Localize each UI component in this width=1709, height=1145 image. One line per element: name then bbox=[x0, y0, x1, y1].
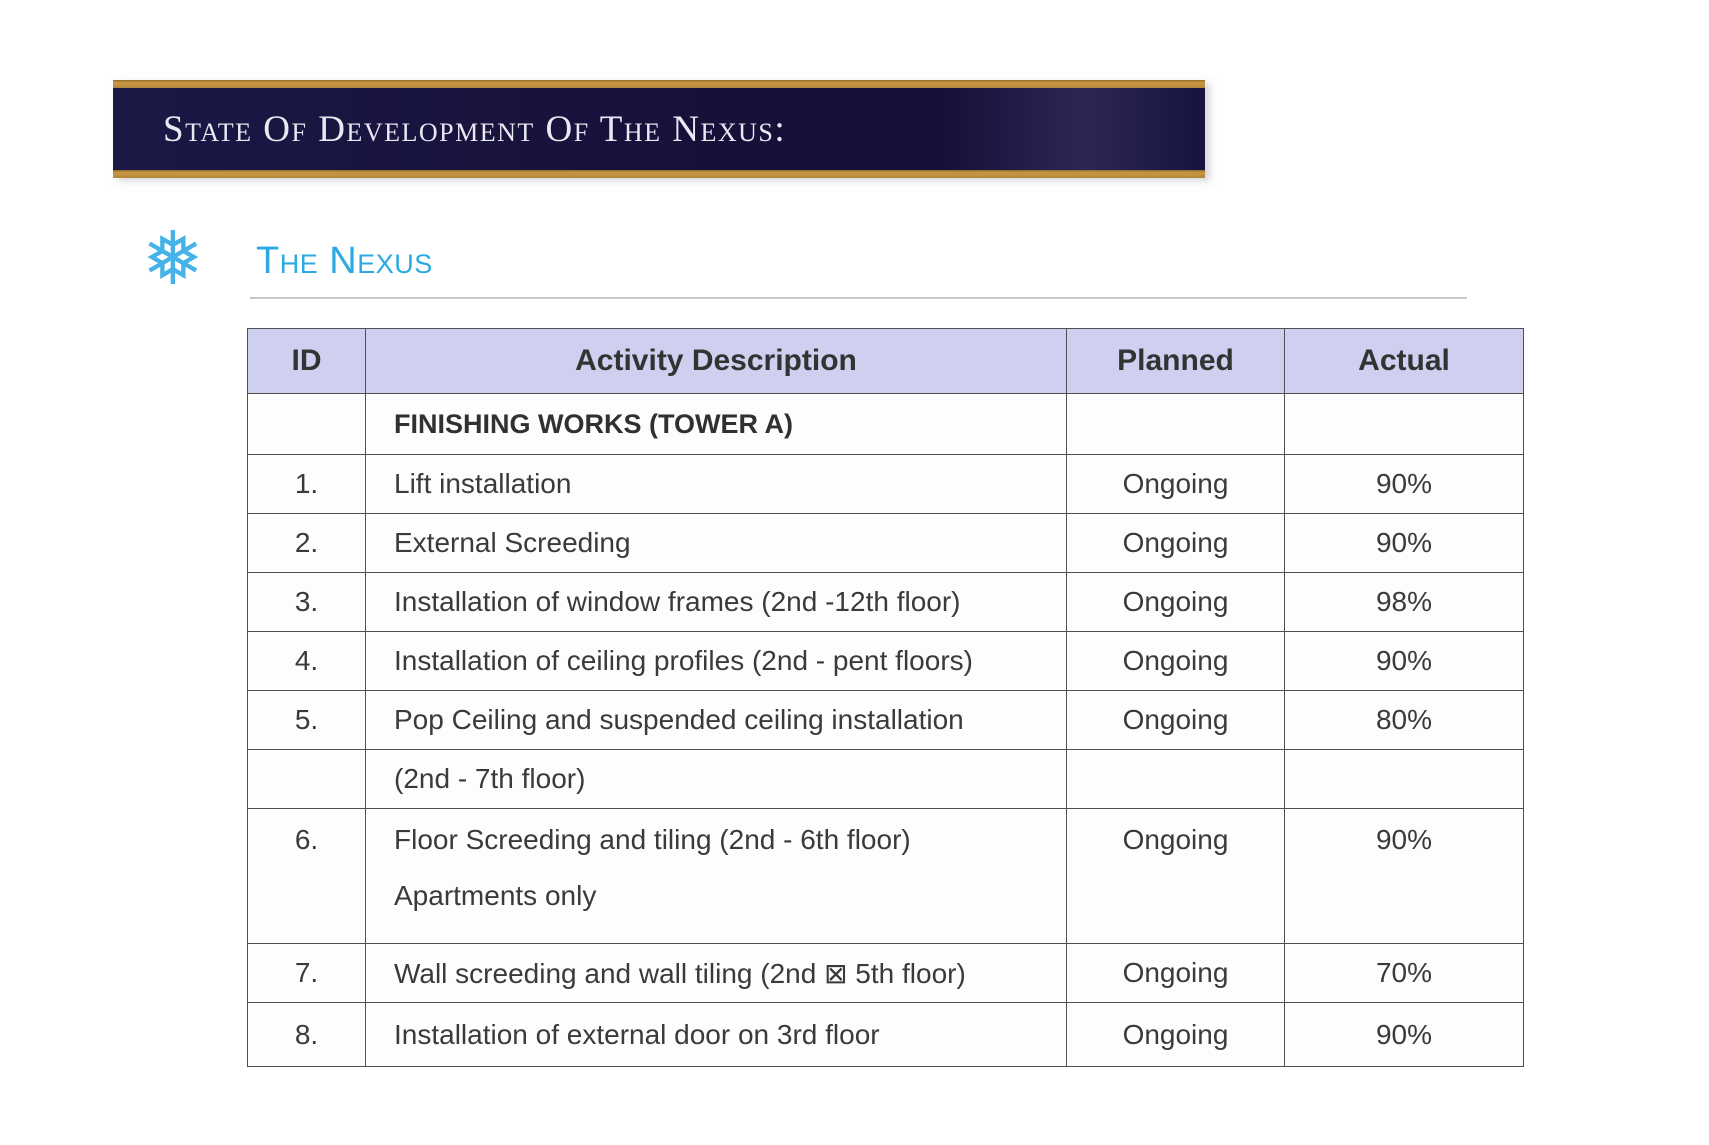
cell-id: 5. bbox=[248, 691, 366, 750]
cell-planned: Ongoing bbox=[1067, 1003, 1285, 1067]
cell-activity: Installation of window frames (2nd -12th floor) bbox=[366, 573, 1067, 632]
cell-planned: Ongoing bbox=[1067, 455, 1285, 514]
cell-activity bbox=[366, 809, 1067, 944]
cell-planned: Ongoing bbox=[1067, 809, 1285, 944]
cell-id bbox=[248, 394, 366, 455]
col-header-planned: Planned bbox=[1067, 329, 1285, 394]
cell-activity: Lift installation bbox=[366, 455, 1067, 514]
cell-actual bbox=[1285, 394, 1524, 455]
cell-activity: Pop Ceiling and suspended ceiling installation bbox=[366, 691, 1067, 750]
table-row bbox=[248, 573, 1524, 632]
activity-line-1: Floor Screeding and tiling (2nd - 6th floor) bbox=[394, 824, 911, 855]
cell-planned: Ongoing bbox=[1067, 573, 1285, 632]
table-row bbox=[248, 809, 1524, 944]
table-row bbox=[248, 514, 1524, 573]
col-header-activity: Activity Description bbox=[366, 329, 1067, 394]
banner-gold-strip-bottom bbox=[113, 170, 1205, 178]
table-row bbox=[248, 691, 1524, 750]
cell-actual: 90% bbox=[1285, 809, 1524, 944]
col-header-actual: Actual bbox=[1285, 329, 1524, 394]
table-row bbox=[248, 1003, 1524, 1067]
cell-id: 7. bbox=[248, 944, 366, 1003]
cell-id: 4. bbox=[248, 632, 366, 691]
banner-gold-strip-top bbox=[113, 80, 1205, 88]
cell-activity: Installation of ceiling profiles (2nd - pent floors) bbox=[366, 632, 1067, 691]
cell-planned: Ongoing bbox=[1067, 691, 1285, 750]
development-status-table bbox=[247, 328, 1524, 1067]
cell-activity: Wall screeding and wall tiling (2nd ⊠ 5th floor) bbox=[366, 944, 1067, 1003]
activity-line-2: Apartments only bbox=[394, 880, 597, 911]
table-row-section bbox=[248, 394, 1524, 455]
table-row bbox=[248, 632, 1524, 691]
cell-actual: 90% bbox=[1285, 455, 1524, 514]
cell-activity: Installation of external door on 3rd floor bbox=[366, 1003, 1067, 1067]
col-header-id: ID bbox=[248, 329, 366, 394]
cell-actual: 90% bbox=[1285, 514, 1524, 573]
cell-planned: Ongoing bbox=[1067, 514, 1285, 573]
cell-id: 3. bbox=[248, 573, 366, 632]
slide-title: State Of Development Of The Nexus: bbox=[163, 108, 787, 150]
cell-activity: External Screeding bbox=[366, 514, 1067, 573]
banner-navy-bar bbox=[113, 88, 1205, 170]
cell-actual: 80% bbox=[1285, 691, 1524, 750]
cell-activity: (2nd - 7th floor) bbox=[366, 750, 1067, 809]
heading-divider bbox=[250, 297, 1467, 299]
cell-id bbox=[248, 750, 366, 809]
cell-planned: Ongoing bbox=[1067, 632, 1285, 691]
cell-id: 8. bbox=[248, 1003, 366, 1067]
cell-actual: 90% bbox=[1285, 632, 1524, 691]
snowflake-icon: ❅ bbox=[142, 216, 205, 302]
cell-actual bbox=[1285, 750, 1524, 809]
cell-id: 1. bbox=[248, 455, 366, 514]
cell-actual: 70% bbox=[1285, 944, 1524, 1003]
title-banner bbox=[113, 80, 1205, 178]
cell-planned bbox=[1067, 394, 1285, 455]
table-row bbox=[248, 455, 1524, 514]
cell-id: 6. bbox=[248, 809, 366, 944]
cell-actual: 98% bbox=[1285, 573, 1524, 632]
cell-planned bbox=[1067, 750, 1285, 809]
cell-activity: FINISHING WORKS (TOWER A) bbox=[366, 394, 1067, 455]
table-header-row bbox=[248, 329, 1524, 394]
section-heading: The Nexus bbox=[256, 240, 433, 282]
cell-id: 2. bbox=[248, 514, 366, 573]
table-row bbox=[248, 944, 1524, 1003]
table-row-continuation bbox=[248, 750, 1524, 809]
cell-planned: Ongoing bbox=[1067, 944, 1285, 1003]
cell-actual: 90% bbox=[1285, 1003, 1524, 1067]
